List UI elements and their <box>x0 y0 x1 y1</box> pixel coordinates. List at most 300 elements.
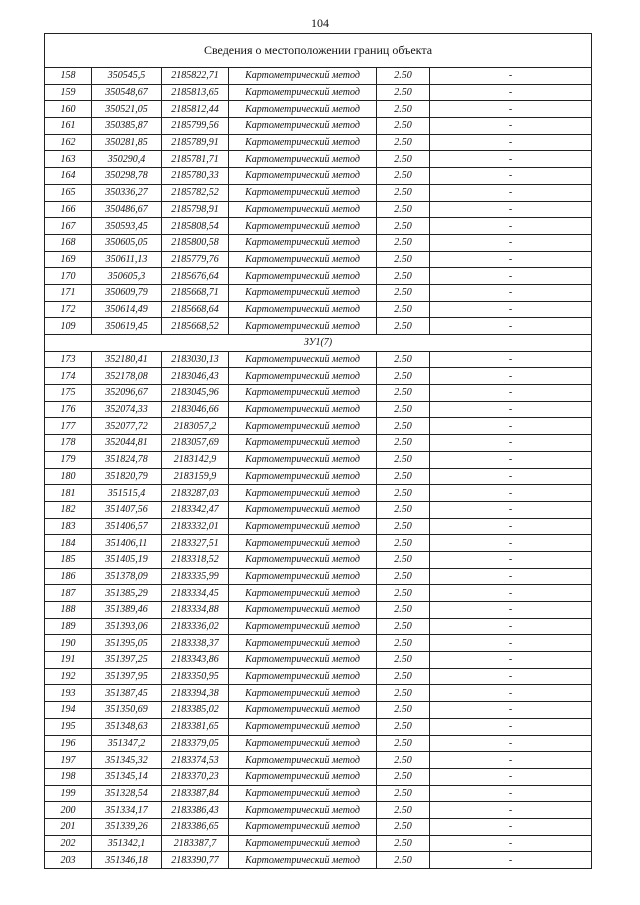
method-cell: Картометрический метод <box>229 635 377 652</box>
coord-x: 352044,81 <box>92 435 162 452</box>
coord-x: 350593,45 <box>92 218 162 235</box>
description-cell: - <box>430 785 592 802</box>
coord-x: 351345,32 <box>92 752 162 769</box>
coord-y: 2183334,45 <box>162 585 229 602</box>
description-cell: - <box>430 385 592 402</box>
coord-y: 2185798,91 <box>162 201 229 218</box>
point-number: 191 <box>45 652 92 669</box>
coord-x: 351515,4 <box>92 485 162 502</box>
table-row <box>45 635 592 652</box>
table-row <box>45 451 592 468</box>
coord-x: 351339,26 <box>92 818 162 835</box>
method-cell: Картометрический метод <box>229 768 377 785</box>
page-number: 104 <box>311 16 329 30</box>
method-cell: Картометрический метод <box>229 451 377 468</box>
method-cell: Картометрический метод <box>229 201 377 218</box>
table-row <box>45 785 592 802</box>
table-row <box>45 835 592 852</box>
coord-x: 352096,67 <box>92 385 162 402</box>
coord-x: 352178,08 <box>92 368 162 385</box>
coord-y: 2183386,65 <box>162 818 229 835</box>
coord-x: 350281,85 <box>92 134 162 151</box>
method-cell: Картометрический метод <box>229 84 377 101</box>
point-number: 166 <box>45 201 92 218</box>
point-number: 201 <box>45 818 92 835</box>
coord-x: 351389,46 <box>92 602 162 619</box>
coord-y: 2183057,69 <box>162 435 229 452</box>
coord-y: 2185780,33 <box>162 168 229 185</box>
description-cell: - <box>430 718 592 735</box>
description-cell: - <box>430 702 592 719</box>
point-number: 186 <box>45 568 92 585</box>
point-number: 197 <box>45 752 92 769</box>
method-cell: Картометрический метод <box>229 785 377 802</box>
table-row <box>45 418 592 435</box>
table-row <box>45 718 592 735</box>
coord-x: 351406,57 <box>92 518 162 535</box>
table-row <box>45 134 592 151</box>
coord-x: 351387,45 <box>92 685 162 702</box>
coord-y: 2183350,95 <box>162 668 229 685</box>
method-cell: Картометрический метод <box>229 585 377 602</box>
table-row <box>45 84 592 101</box>
point-number: 160 <box>45 101 92 118</box>
description-cell: - <box>430 401 592 418</box>
coord-y: 2185668,71 <box>162 284 229 301</box>
coord-y: 2183327,51 <box>162 535 229 552</box>
coord-y: 2183045,96 <box>162 385 229 402</box>
accuracy-cell: 2.50 <box>377 568 430 585</box>
coord-y: 2183142,9 <box>162 451 229 468</box>
coord-x: 350290,4 <box>92 151 162 168</box>
accuracy-cell: 2.50 <box>377 68 430 85</box>
table-row <box>45 234 592 251</box>
accuracy-cell: 2.50 <box>377 234 430 251</box>
description-cell: - <box>430 68 592 85</box>
description-cell: - <box>430 268 592 285</box>
method-cell: Картометрический метод <box>229 518 377 535</box>
coord-y: 2183387,84 <box>162 785 229 802</box>
method-cell: Картометрический метод <box>229 101 377 118</box>
method-cell: Картометрический метод <box>229 485 377 502</box>
coord-x: 351406,11 <box>92 535 162 552</box>
method-cell: Картометрический метод <box>229 685 377 702</box>
description-cell: - <box>430 101 592 118</box>
accuracy-cell: 2.50 <box>377 618 430 635</box>
point-number: 163 <box>45 151 92 168</box>
point-number: 192 <box>45 668 92 685</box>
method-cell: Картометрический метод <box>229 835 377 852</box>
coord-y: 2183338,37 <box>162 635 229 652</box>
point-number: 171 <box>45 284 92 301</box>
table-row <box>45 501 592 518</box>
coord-x: 351334,17 <box>92 802 162 819</box>
point-number: 194 <box>45 702 92 719</box>
method-cell: Картометрический метод <box>229 852 377 869</box>
table-row <box>45 385 592 402</box>
point-number: 198 <box>45 768 92 785</box>
accuracy-cell: 2.50 <box>377 518 430 535</box>
coord-x: 350605,3 <box>92 268 162 285</box>
table-row <box>45 268 592 285</box>
point-number: 193 <box>45 685 92 702</box>
method-cell: Картометрический метод <box>229 435 377 452</box>
method-cell: Картометрический метод <box>229 818 377 835</box>
point-number: 167 <box>45 218 92 235</box>
description-cell: - <box>430 184 592 201</box>
point-number: 189 <box>45 618 92 635</box>
coord-x: 350605,05 <box>92 234 162 251</box>
table-row <box>45 318 592 335</box>
point-number: 109 <box>45 318 92 335</box>
table-row <box>45 301 592 318</box>
method-cell: Картометрический метод <box>229 418 377 435</box>
description-cell: - <box>430 685 592 702</box>
coord-y: 2183381,65 <box>162 718 229 735</box>
coord-x: 351820,79 <box>92 468 162 485</box>
coord-y: 2185813,65 <box>162 84 229 101</box>
point-number: 164 <box>45 168 92 185</box>
point-number: 182 <box>45 501 92 518</box>
point-number: 173 <box>45 351 92 368</box>
coord-x: 351824,78 <box>92 451 162 468</box>
accuracy-cell: 2.50 <box>377 752 430 769</box>
point-number: 203 <box>45 852 92 869</box>
accuracy-cell: 2.50 <box>377 802 430 819</box>
point-number: 158 <box>45 68 92 85</box>
method-cell: Картометрический метод <box>229 151 377 168</box>
coord-x: 350298,78 <box>92 168 162 185</box>
point-number: 178 <box>45 435 92 452</box>
point-number: 185 <box>45 551 92 568</box>
coord-y: 2185800,58 <box>162 234 229 251</box>
table-row <box>45 435 592 452</box>
coord-x: 350486,67 <box>92 201 162 218</box>
coord-x: 351346,18 <box>92 852 162 869</box>
table-row <box>45 151 592 168</box>
accuracy-cell: 2.50 <box>377 201 430 218</box>
method-cell: Картометрический метод <box>229 551 377 568</box>
description-cell: - <box>430 752 592 769</box>
description-cell: - <box>430 118 592 135</box>
description-cell: - <box>430 134 592 151</box>
table-row <box>45 168 592 185</box>
coord-y: 2183057,2 <box>162 418 229 435</box>
coord-x: 351407,56 <box>92 501 162 518</box>
method-cell: Картометрический метод <box>229 251 377 268</box>
method-cell: Картометрический метод <box>229 218 377 235</box>
description-cell: - <box>430 735 592 752</box>
description-cell: - <box>430 768 592 785</box>
table-row <box>45 735 592 752</box>
description-cell: - <box>430 618 592 635</box>
coord-x: 350336,27 <box>92 184 162 201</box>
accuracy-cell: 2.50 <box>377 468 430 485</box>
coord-y: 2185789,91 <box>162 134 229 151</box>
method-cell: Картометрический метод <box>229 268 377 285</box>
accuracy-cell: 2.50 <box>377 485 430 502</box>
table-row <box>45 568 592 585</box>
boundary-table <box>44 33 592 869</box>
point-number: 199 <box>45 785 92 802</box>
accuracy-cell: 2.50 <box>377 435 430 452</box>
accuracy-cell: 2.50 <box>377 451 430 468</box>
method-cell: Картометрический метод <box>229 368 377 385</box>
description-cell: - <box>430 518 592 535</box>
table-row <box>45 351 592 368</box>
description-cell: - <box>430 301 592 318</box>
description-cell: - <box>430 501 592 518</box>
accuracy-cell: 2.50 <box>377 351 430 368</box>
accuracy-cell: 2.50 <box>377 551 430 568</box>
description-cell: - <box>430 535 592 552</box>
coord-y: 2185822,71 <box>162 68 229 85</box>
method-cell: Картометрический метод <box>229 602 377 619</box>
description-cell: - <box>430 551 592 568</box>
point-number: 184 <box>45 535 92 552</box>
accuracy-cell: 2.50 <box>377 652 430 669</box>
description-cell: - <box>430 451 592 468</box>
description-cell: - <box>430 218 592 235</box>
description-cell: - <box>430 568 592 585</box>
method-cell: Картометрический метод <box>229 735 377 752</box>
description-cell: - <box>430 435 592 452</box>
accuracy-cell: 2.50 <box>377 401 430 418</box>
coord-x: 350614,49 <box>92 301 162 318</box>
description-cell: - <box>430 668 592 685</box>
coord-y: 2183370,23 <box>162 768 229 785</box>
description-cell: - <box>430 818 592 835</box>
point-number: 175 <box>45 385 92 402</box>
coord-x: 351345,14 <box>92 768 162 785</box>
coord-y: 2185782,52 <box>162 184 229 201</box>
coord-y: 2185668,64 <box>162 301 229 318</box>
accuracy-cell: 2.50 <box>377 251 430 268</box>
accuracy-cell: 2.50 <box>377 702 430 719</box>
method-cell: Картометрический метод <box>229 168 377 185</box>
description-cell: - <box>430 652 592 669</box>
table-row <box>45 518 592 535</box>
point-number: 180 <box>45 468 92 485</box>
accuracy-cell: 2.50 <box>377 301 430 318</box>
coord-x: 351348,63 <box>92 718 162 735</box>
coord-y: 2183336,02 <box>162 618 229 635</box>
description-cell: - <box>430 251 592 268</box>
table-row <box>45 702 592 719</box>
coord-y: 2183374,53 <box>162 752 229 769</box>
accuracy-cell: 2.50 <box>377 134 430 151</box>
accuracy-cell: 2.50 <box>377 685 430 702</box>
description-cell: - <box>430 635 592 652</box>
point-number: 159 <box>45 84 92 101</box>
table-row <box>45 652 592 669</box>
point-number: 195 <box>45 718 92 735</box>
method-cell: Картометрический метод <box>229 68 377 85</box>
accuracy-cell: 2.50 <box>377 151 430 168</box>
accuracy-cell: 2.50 <box>377 818 430 835</box>
accuracy-cell: 2.50 <box>377 184 430 201</box>
method-cell: Картометрический метод <box>229 385 377 402</box>
accuracy-cell: 2.50 <box>377 718 430 735</box>
description-cell: - <box>430 418 592 435</box>
description-cell: - <box>430 351 592 368</box>
accuracy-cell: 2.50 <box>377 118 430 135</box>
coord-x: 351397,25 <box>92 652 162 669</box>
table-row <box>45 602 592 619</box>
coord-y: 2185676,64 <box>162 268 229 285</box>
method-cell: Картометрический метод <box>229 652 377 669</box>
accuracy-cell: 2.50 <box>377 168 430 185</box>
table-row <box>45 401 592 418</box>
coord-x: 351397,95 <box>92 668 162 685</box>
description-cell: - <box>430 318 592 335</box>
description-cell: - <box>430 468 592 485</box>
table-row <box>45 802 592 819</box>
description-cell: - <box>430 368 592 385</box>
point-number: 190 <box>45 635 92 652</box>
table-row <box>45 685 592 702</box>
description-cell: - <box>430 602 592 619</box>
coord-y: 2183287,03 <box>162 485 229 502</box>
method-cell: Картометрический метод <box>229 568 377 585</box>
accuracy-cell: 2.50 <box>377 602 430 619</box>
method-cell: Картометрический метод <box>229 318 377 335</box>
accuracy-cell: 2.50 <box>377 284 430 301</box>
table-row <box>45 218 592 235</box>
coord-x: 352074,33 <box>92 401 162 418</box>
accuracy-cell: 2.50 <box>377 101 430 118</box>
table-row <box>45 818 592 835</box>
accuracy-cell: 2.50 <box>377 268 430 285</box>
coord-y: 2183159,9 <box>162 468 229 485</box>
accuracy-cell: 2.50 <box>377 84 430 101</box>
point-number: 176 <box>45 401 92 418</box>
coord-y: 2183334,88 <box>162 602 229 619</box>
method-cell: Картометрический метод <box>229 702 377 719</box>
coord-y: 2183342,47 <box>162 501 229 518</box>
description-cell: - <box>430 835 592 852</box>
table-row <box>45 852 592 869</box>
point-number: 177 <box>45 418 92 435</box>
coord-x: 351328,54 <box>92 785 162 802</box>
table-row <box>45 68 592 85</box>
description-cell: - <box>430 201 592 218</box>
accuracy-cell: 2.50 <box>377 318 430 335</box>
accuracy-cell: 2.50 <box>377 385 430 402</box>
section-row <box>45 335 592 352</box>
method-cell: Картометрический метод <box>229 134 377 151</box>
point-number: 174 <box>45 368 92 385</box>
point-number: 202 <box>45 835 92 852</box>
point-number: 165 <box>45 184 92 201</box>
table-row <box>45 118 592 135</box>
coord-x: 352077,72 <box>92 418 162 435</box>
coord-y: 2183046,66 <box>162 401 229 418</box>
coord-x: 350611,13 <box>92 251 162 268</box>
accuracy-cell: 2.50 <box>377 418 430 435</box>
point-number: 168 <box>45 234 92 251</box>
accuracy-cell: 2.50 <box>377 585 430 602</box>
coord-x: 350609,79 <box>92 284 162 301</box>
point-number: 181 <box>45 485 92 502</box>
point-number: 179 <box>45 451 92 468</box>
coord-y: 2185799,56 <box>162 118 229 135</box>
coord-x: 350619,45 <box>92 318 162 335</box>
table-title-row <box>45 34 592 68</box>
method-cell: Картометрический метод <box>229 618 377 635</box>
table-title: Сведения о местоположении границ объекта <box>45 34 592 68</box>
point-number: 162 <box>45 134 92 151</box>
method-cell: Картометрический метод <box>229 118 377 135</box>
description-cell: - <box>430 284 592 301</box>
point-number: 187 <box>45 585 92 602</box>
coord-x: 351395,05 <box>92 635 162 652</box>
coord-x: 350521,05 <box>92 101 162 118</box>
coord-y: 2185779,76 <box>162 251 229 268</box>
method-cell: Картометрический метод <box>229 284 377 301</box>
description-cell: - <box>430 151 592 168</box>
coord-x: 351350,69 <box>92 702 162 719</box>
coord-y: 2183318,52 <box>162 551 229 568</box>
table-row <box>45 251 592 268</box>
coord-x: 350548,67 <box>92 84 162 101</box>
method-cell: Картометрический метод <box>229 351 377 368</box>
table-row <box>45 768 592 785</box>
description-cell: - <box>430 802 592 819</box>
table-row <box>45 485 592 502</box>
coord-y: 2183394,38 <box>162 685 229 702</box>
table-row <box>45 201 592 218</box>
coord-y: 2183335,99 <box>162 568 229 585</box>
point-number: 196 <box>45 735 92 752</box>
table-row <box>45 468 592 485</box>
table-row <box>45 585 592 602</box>
coord-y: 2183046,43 <box>162 368 229 385</box>
method-cell: Картометрический метод <box>229 468 377 485</box>
coord-y: 2185668,52 <box>162 318 229 335</box>
coord-x: 350385,87 <box>92 118 162 135</box>
coord-x: 351405,19 <box>92 551 162 568</box>
description-cell: - <box>430 234 592 251</box>
table-row <box>45 101 592 118</box>
point-number: 161 <box>45 118 92 135</box>
coord-y: 2183030,13 <box>162 351 229 368</box>
coord-y: 2185781,71 <box>162 151 229 168</box>
coord-x: 351385,29 <box>92 585 162 602</box>
coord-y: 2183379,05 <box>162 735 229 752</box>
accuracy-cell: 2.50 <box>377 635 430 652</box>
point-number: 169 <box>45 251 92 268</box>
accuracy-cell: 2.50 <box>377 535 430 552</box>
method-cell: Картометрический метод <box>229 802 377 819</box>
table-row <box>45 668 592 685</box>
method-cell: Картометрический метод <box>229 501 377 518</box>
table-row <box>45 618 592 635</box>
accuracy-cell: 2.50 <box>377 768 430 785</box>
section-label: ЗУ1(7) <box>45 335 592 352</box>
description-cell: - <box>430 168 592 185</box>
coord-x: 352180,41 <box>92 351 162 368</box>
table-row <box>45 184 592 201</box>
table-row <box>45 535 592 552</box>
point-number: 200 <box>45 802 92 819</box>
coord-x: 351342,1 <box>92 835 162 852</box>
coord-x: 351378,09 <box>92 568 162 585</box>
description-cell: - <box>430 84 592 101</box>
accuracy-cell: 2.50 <box>377 785 430 802</box>
method-cell: Картометрический метод <box>229 718 377 735</box>
method-cell: Картометрический метод <box>229 668 377 685</box>
